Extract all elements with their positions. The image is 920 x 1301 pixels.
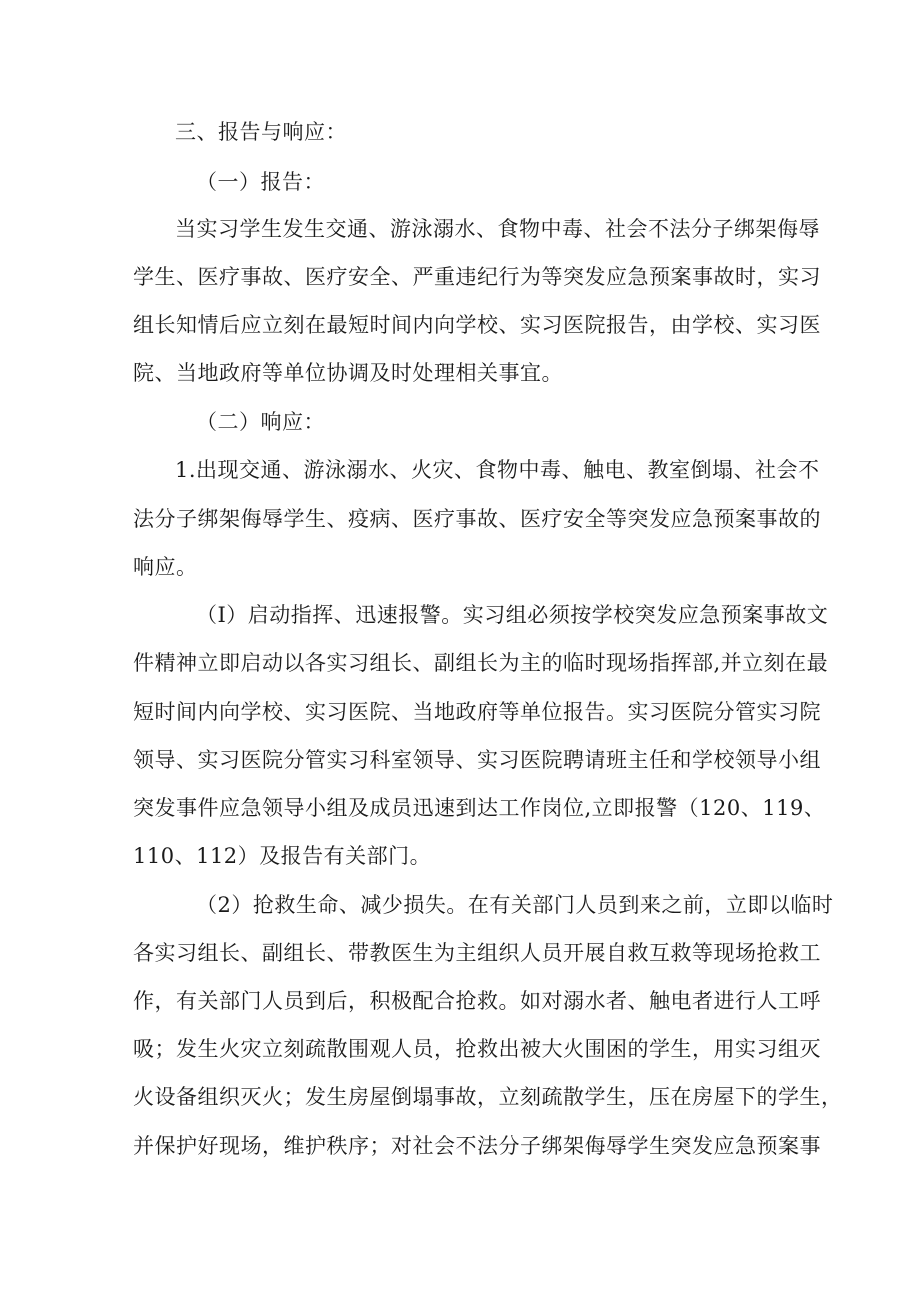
response-sub2-line: 各实习组长、副组长、带教医生为主组织人员开展自救互救等现场抢救工	[133, 941, 821, 965]
response-sub2-line: 作，有关部门人员到后，积极配合抢救。如对溺水者、触电者进行人工呼	[133, 989, 821, 1013]
response-sub2-line: 吸；发生火灾立刻疏散围观人员，抢救出被大火围困的学生，用实习组灭	[133, 1037, 821, 1061]
response-subheading: （二）响应：	[196, 410, 325, 434]
response-sub1-line: 短时间内向学校、实习医院、当地政府等单位报告。实习医院分管实习院	[133, 700, 821, 724]
response-sub1-line: （I）启动指挥、迅速报警。实习组必须按学校突发应急预案事故文	[196, 603, 829, 627]
response-item1-line: 法分子绑架侮辱学生、疫病、医疗事故、医疗安全等突发应急预案事故的	[133, 507, 821, 531]
response-sub2-line: （2）抢救生命、减少损失。在有关部门人员到来之前，立即以临时	[196, 893, 834, 917]
response-sub2-line: 火设备组织灭火；发生房屋倒塌事故，立刻疏散学生，压在房屋下的学生，	[133, 1085, 843, 1109]
response-sub1-line: 突发事件应急领导小组及成员迅速到达工作岗位,立即报警（120、119、	[133, 796, 826, 820]
report-paragraph-line: 当实习学生发生交通、游泳溺水、食物中毒、社会不法分子绑架侮辱	[175, 217, 820, 241]
response-item1-line: 响应。	[133, 555, 198, 579]
report-paragraph-line: 学生、医疗事故、医疗安全、严重违纪行为等突发应急预案事故时，实习	[133, 265, 821, 289]
report-paragraph-line: 组长知情后应立刻在最短时间内向学校、实习医院报告，由学校、实习医	[133, 313, 821, 337]
report-paragraph-line: 院、当地政府等单位协调及时处理相关事宜。	[133, 361, 563, 385]
response-sub1-line: 领导、实习医院分管实习科室领导、实习医院聘请班主任和学校领导小组	[133, 748, 821, 772]
response-item1-line: 1.出现交通、游泳溺水、火灾、食物中毒、触电、教室倒塌、社会不	[175, 458, 820, 482]
report-subheading: （一）报告：	[196, 170, 325, 194]
response-sub2-line: 并保护好现场，维护秩序；对社会不法分子绑架侮辱学生突发应急预案事	[133, 1134, 821, 1158]
response-sub1-line: 110、112）及报告有关部门。	[133, 844, 432, 868]
section-heading: 三、报告与响应：	[175, 120, 347, 144]
response-sub1-line: 件精神立即启动以各实习组长、副组长为主的临时现场指挥部,并立刻在最	[133, 651, 829, 675]
